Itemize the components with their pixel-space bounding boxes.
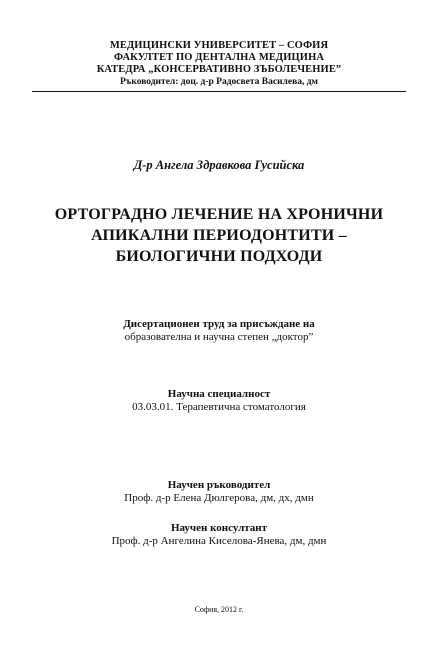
university-name: МЕДИЦИНСКИ УНИВЕРСИТЕТ – СОФИЯ	[109, 40, 329, 51]
dissertation-degree: образователна и научна степен „доктор”	[124, 331, 314, 343]
supervisor-value: Проф. д-р Елена Дюлгерова, дм, дх, дмн	[124, 492, 314, 504]
faculty-name: ФАКУЛТЕТ ПО ДЕНТАЛНА МЕДИЦИНА	[113, 52, 325, 63]
place-and-year: София, 2012 г.	[194, 605, 244, 614]
department-name: КАТЕДРА „КОНСЕРВАТИВНО ЗЪБОЛЕЧЕНИЕ”	[96, 64, 342, 75]
department-head: Ръководител: доц. д-р Радосвета Василева, дм	[120, 77, 318, 87]
title-line-2: АПИКАЛНИ ПЕРИОДОНТИТИ –	[91, 227, 347, 244]
consultant-value: Проф. д-р Ангелина Киселова-Янева, дм, дмн	[111, 535, 327, 547]
specialty-value: 03.03.01. Терапевтична стоматология	[132, 401, 306, 413]
author-name: Д-р Ангела Здравкова Гусийска	[133, 158, 305, 172]
specialty-label: Научна специалност	[167, 388, 271, 400]
title-line-1: ОРТОГРАДНО ЛЕЧЕНИЕ НА ХРОНИЧНИ	[54, 206, 384, 223]
header-divider	[32, 91, 406, 92]
title-line-3: БИОЛОГИЧНИ ПОДХОДИ	[115, 248, 323, 265]
dissertation-purpose: Дисертационен труд за присъждане на	[123, 318, 315, 330]
supervisor-label: Научен ръководител	[167, 479, 271, 491]
consultant-label: Научен консултант	[170, 522, 268, 534]
